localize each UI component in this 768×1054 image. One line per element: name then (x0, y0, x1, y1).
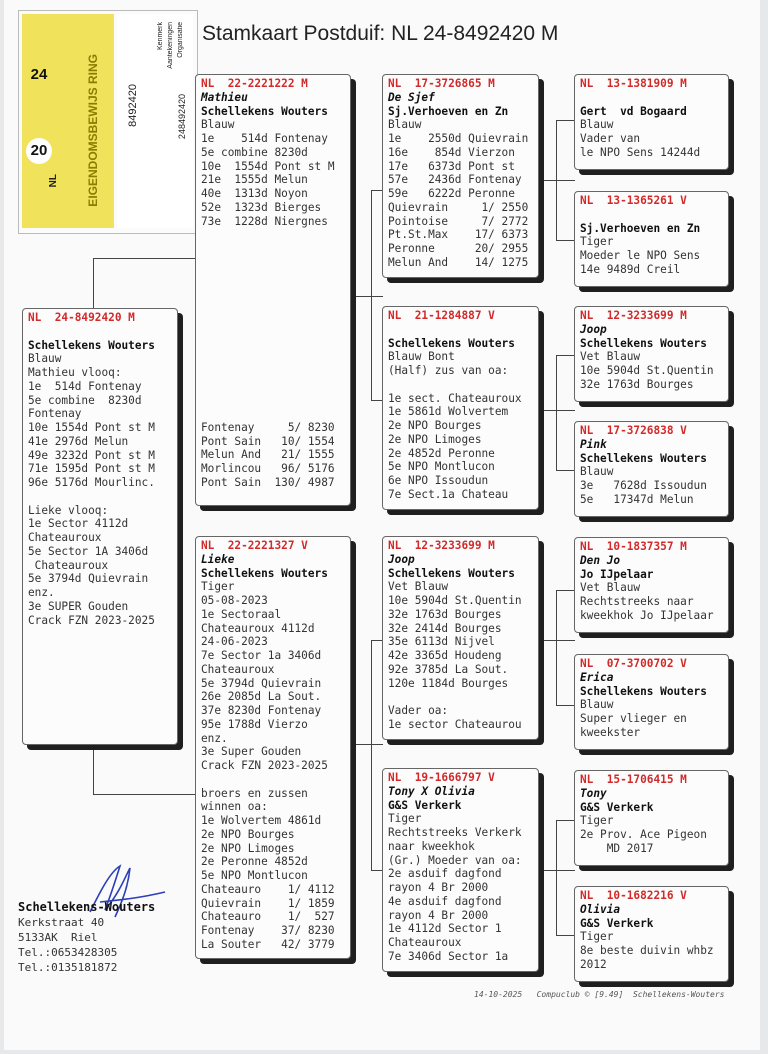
ring-number: NL 13-1381909 M (580, 77, 687, 90)
breeder-name: Sj.Verhoeven en Zn (388, 104, 509, 118)
breeder-name: Schellekens Wouters (580, 336, 707, 350)
card-father-mother (382, 306, 539, 510)
card-line: 14e 9489d Creil (580, 262, 681, 276)
breeder-name: Schellekens Wouters (580, 451, 707, 465)
breeder-name: Schellekens Wouters (201, 104, 328, 118)
card-line: Mathieu vlooq: (28, 366, 122, 379)
card-line: Morlincou 96/ 5176 (201, 462, 335, 475)
card-line (201, 393, 345, 407)
breeder-name: G&S Verkerk (388, 798, 462, 812)
breeder-name: Schellekens Wouters (28, 338, 155, 352)
owner-phone-1: Tel.:0653428305 (18, 946, 118, 959)
ring-number: NL 07-3700702 V (580, 657, 687, 670)
card-mother-mother (382, 768, 539, 972)
card-line: La Souter 42/ 3779 (201, 937, 335, 951)
owner-city: 5133AK Riel (18, 931, 98, 944)
card-line: Vet Blauw (580, 350, 641, 364)
card-line: Chateauroux (201, 662, 275, 676)
pigeon-name: Pink (580, 437, 607, 451)
pigeon-name: Tony (580, 786, 607, 800)
pigeon-name: Erica (580, 670, 614, 684)
certificate-white-panel (117, 14, 193, 228)
card-line: 52e 1323d Bierges (201, 200, 322, 214)
pigeon-name: Lieke (201, 552, 235, 566)
ring-number: NL 22-2221222 M (201, 77, 308, 90)
card-line: Blauw (388, 118, 422, 132)
card-line: 35e 6113d Nijvel (388, 635, 495, 649)
card-line: enz. (28, 586, 55, 599)
connector-line (556, 240, 575, 241)
card-line (201, 366, 345, 380)
footer-print-info: 14-10-2025 Compuclub © [9.49] Schellekens-Wouters (474, 990, 725, 999)
connector-line (93, 794, 196, 795)
card-line: kweekster (580, 725, 641, 739)
card-line: 21e 1555d Melun (201, 173, 308, 187)
ring-number: NL 24-8492420 M (28, 311, 135, 324)
owner-street: Kerkstraat 40 (18, 916, 105, 929)
card-line: 5e combine 8230d (28, 393, 142, 407)
card-line: 1e 514d Fontenay (28, 379, 142, 393)
card-line: Blauw (580, 698, 614, 712)
card-line: Blauw (580, 465, 614, 479)
connector-line (93, 745, 94, 795)
card-line (580, 208, 723, 222)
card-line: 1e 5861d Wolvertem (388, 405, 509, 419)
card-line: 2e 4852d Peronne (388, 446, 495, 460)
card-line: 3e SUPER Gouden (28, 599, 129, 613)
ring-number: NL 17-3726838 V (580, 424, 687, 437)
card-line: 5e 3794d Quievrain (201, 676, 322, 690)
card-line: Tiger (388, 812, 422, 826)
card-line: 32e 1763d Bourges (388, 607, 502, 621)
connector-line (556, 355, 557, 470)
side-label-3: Organisatie (177, 22, 184, 58)
card-line: Quievrain 1/ 1859 (201, 896, 335, 910)
card-line: 37e 8230d Fontenay (201, 704, 322, 717)
card-line: 1e 4112d Sector 1 (388, 922, 502, 936)
ring-number: NL 12-3233699 M (388, 539, 495, 552)
card-line: 5e 17347d Melun (580, 492, 694, 506)
breeder-name: Gert vd Bogaard (580, 104, 687, 118)
card-line (201, 407, 345, 421)
card-line: 5e combine 8230d (201, 145, 308, 159)
connector-line (93, 258, 94, 310)
card-line: 16e 854d Vierzon (388, 145, 515, 159)
breeder-name: Jo IJpelaar (580, 567, 654, 581)
pigeon-name: Joop (388, 552, 415, 566)
side-label-1: Kenmerk (157, 22, 164, 51)
connector-line (556, 355, 575, 356)
card-line (201, 325, 345, 339)
card-line: le NPO Sens 14244d (580, 145, 701, 159)
card-line: winnen oa: (201, 800, 268, 814)
card-line: 3e Super Gouden (201, 745, 302, 759)
card-line: kweekhok Jo IJpelaar (580, 608, 714, 622)
card-line: (Gr.) Moeder van oa: (388, 853, 522, 867)
breeder-name: Schellekens Wouters (201, 566, 328, 580)
connector-line (556, 590, 575, 591)
ring-number: NL 17-3726865 M (388, 77, 495, 90)
country-code: NL (48, 174, 59, 188)
connector-line (93, 258, 196, 259)
connector-line (350, 296, 383, 297)
card-line: Blauw Bont (388, 350, 455, 364)
card-mother-father (382, 536, 539, 740)
card-line: 4e asduif dagfond (388, 894, 502, 908)
card-line: Fontenay 37/ 8230 (201, 924, 335, 937)
card-line: 17e 6373d Pont st (388, 159, 515, 173)
card-line: 7e Sect.1a Chateau (388, 487, 509, 501)
card-mm-father (574, 770, 729, 866)
card-mf-mother (574, 654, 729, 750)
card-line: Tiger (580, 235, 614, 249)
card-line: Vet Blauw (388, 580, 449, 594)
card-line: Fontenay (28, 407, 82, 421)
card-line: 5e 3794d Quievrain (28, 572, 149, 586)
card-line: 05-08-2023 (201, 594, 268, 607)
card-line: enz. (201, 731, 228, 745)
card-line: 1e 514d Fontenay (201, 132, 328, 145)
card-line: Chateauroux (28, 531, 102, 544)
card-line: 40e 1313d Noyon (201, 187, 308, 200)
card-line: MD 2017 (580, 841, 654, 855)
card-mf-father (574, 537, 729, 633)
card-line: Peronne 20/ 2955 (388, 242, 529, 255)
card-line: 1e 2550d Quievrain (388, 132, 529, 145)
card-line: 7e 3406d Sector 1a (388, 949, 509, 963)
card-line: 24-06-2023 (201, 635, 268, 649)
ring-short: 8492420 (127, 84, 139, 127)
card-line: Blauw (580, 118, 614, 132)
card-line: 2e asduif dagfond (388, 867, 502, 881)
card-line: Rechtstreeks Verkerk (388, 826, 522, 839)
card-line: 59e 6222d Peronne (388, 187, 515, 200)
card-line: Blauw (201, 118, 235, 132)
card-line (580, 91, 723, 105)
connector-line (371, 190, 372, 400)
owner-name: Schellekens-Wouters (18, 900, 156, 914)
card-line: 1e Wolvertem 4861d (201, 814, 322, 827)
card-line: 2e NPO Limoges (201, 841, 295, 855)
card-line: 2e Prov. Ace Pigeon (580, 828, 707, 841)
page-title: Stamkaart Postduif: NL 24-8492420 M (202, 22, 559, 45)
card-line: Vader oa: (388, 704, 449, 717)
card-line: rayon 4 Br 2000 (388, 908, 489, 922)
card-line: 10e 1554d Pont st M (201, 159, 335, 173)
card-line: 5e NPO Montlucon (388, 460, 495, 474)
card-line: Pt.St.Max 17/ 6373 (388, 228, 529, 242)
card-mother (195, 536, 351, 959)
card-line (201, 283, 345, 297)
pigeon-name: Olivia (580, 902, 621, 916)
card-line: 26e 2085d La Sout. (201, 690, 322, 704)
connector-line (371, 640, 372, 870)
card-line (201, 773, 345, 787)
card-line: 5e Sector 1A 3406d (28, 544, 149, 558)
card-line: 57e 2436d Fontenay (388, 173, 522, 187)
connector-line (556, 470, 575, 471)
connector-line (556, 935, 575, 936)
owner-address (18, 900, 155, 975)
card-line (201, 270, 345, 284)
ring-number: NL 21-1284887 V (388, 309, 495, 322)
card-line (28, 325, 172, 339)
breeder-name: Schellekens Wouters (388, 566, 515, 580)
card-line: naar kweekhok (388, 839, 475, 853)
card-line (388, 323, 533, 337)
card-line: 8e beste duivin whbz (580, 944, 714, 957)
ring-number: NL 22-2221327 V (201, 539, 308, 552)
card-line: 71e 1595d Pont st M (28, 462, 155, 476)
card-line: Lieke vlooq: (28, 503, 109, 517)
connector-line (556, 120, 557, 240)
card-line (201, 256, 345, 270)
card-line: Melun And 14/ 1275 (388, 255, 529, 269)
card-line: 120e 1184d Bourges (388, 676, 509, 690)
card-line: Crack FZN 2023-2025 (28, 613, 155, 627)
card-line: Moeder le NPO Sens (580, 249, 701, 262)
card-line: 3e 7628d Issoudun (580, 479, 707, 492)
card-line: 10e 5904d St.Quentin (580, 364, 714, 377)
year-right-badge: 24 (30, 66, 48, 83)
card-line: 73e 1228d Niergnes (201, 214, 328, 228)
card-line: 1e sect. Chateauroux (388, 391, 522, 405)
connector-line (556, 820, 557, 935)
pigeon-name: De Sjef (388, 90, 435, 104)
card-line: (Half) zus van oa: (388, 364, 509, 377)
connector-line (556, 120, 575, 121)
breeder-name: Schellekens Wouters (580, 684, 707, 698)
card-ff-mother (574, 191, 729, 287)
card-line (201, 380, 345, 394)
card-line (201, 311, 345, 325)
card-line: 2e NPO Bourges (388, 419, 482, 432)
card-line: Blauw (28, 352, 62, 366)
card-line: 5e NPO Montlucon (201, 869, 308, 882)
connector-line (556, 590, 557, 705)
card-line: Pont Sain 130/ 4987 (201, 475, 335, 489)
card-line: Tiger (580, 930, 614, 944)
card-line: Pointoise 7/ 2772 (388, 214, 529, 228)
year-left-badge: 20 (26, 138, 52, 164)
card-line: Melun And 21/ 1555 (201, 448, 335, 462)
card-line: 92e 3785d La Sout. (388, 662, 509, 676)
card-line: 1e sector Chateaurou (388, 717, 522, 731)
card-line: Chateauroux (28, 558, 109, 572)
ring-long: 248492420 (177, 94, 187, 140)
card-line: Pont Sain 10/ 1554 (201, 434, 335, 448)
card-line: Tiger (580, 814, 614, 828)
card-line: Vet Blauw (580, 581, 641, 595)
ring-number: NL 10-1682216 V (580, 889, 687, 902)
card-line: 41e 2976d Melun (28, 434, 129, 448)
card-line (201, 297, 345, 311)
pigeon-name: Den Jo (580, 553, 621, 567)
card-mm-mother (574, 886, 729, 982)
card-line: 42e 3365d Houdeng (388, 649, 502, 662)
card-subject (22, 308, 178, 745)
card-line: Crack FZN 2023-2025 (201, 759, 328, 772)
owner-phone-2: Tel.:0135181872 (18, 961, 118, 974)
card-line (201, 242, 345, 256)
certificate-yellow-panel (22, 14, 114, 228)
ring-number: NL 13-1365261 V (580, 194, 687, 207)
breeder-name: G&S Verkerk (580, 800, 654, 814)
card-line: Chateauro 1/ 527 (201, 910, 335, 924)
card-line: 2e NPO Limoges (388, 432, 482, 446)
card-line (28, 490, 172, 504)
card-line: Chateauroux (388, 936, 462, 949)
pigeon-name: Tony X Olivia (388, 784, 475, 798)
card-line: Quievrain 1/ 2550 (388, 200, 529, 214)
card-line: 2e Peronne 4852d (201, 855, 308, 869)
connector-line (556, 705, 575, 706)
card-line: Fontenay 5/ 8230 (201, 420, 335, 434)
card-line: Chateauro 1/ 4112 (201, 882, 335, 896)
pigeon-name: Joop (580, 322, 607, 336)
card-line: 32e 2414d Bourges (388, 621, 502, 635)
card-line (201, 338, 345, 352)
card-line: Vader van (580, 132, 641, 145)
pigeon-name: Mathieu (201, 90, 248, 104)
card-line (388, 690, 533, 704)
side-label-2: Aantekeningen (167, 22, 174, 69)
card-line: 1e Sector 4112d (28, 517, 129, 531)
card-ff-father (574, 74, 729, 170)
card-fm-mother (574, 421, 729, 517)
card-line: 49e 3232d Pont st M (28, 448, 155, 462)
card-line: 96e 5176d Mourlinc. (28, 476, 155, 489)
card-fm-father (574, 306, 729, 402)
card-line: 2012 (580, 957, 607, 971)
card-line: 32e 1763d Bourges (580, 377, 694, 391)
card-line: 10e 1554d Pont st M (28, 421, 155, 434)
card-line: Chateauroux 4112d (201, 621, 315, 635)
card-line: 2e NPO Bourges (201, 827, 295, 841)
breeder-name: Schellekens Wouters (388, 336, 515, 350)
card-line (388, 378, 533, 392)
ring-number: NL 15-1706415 M (580, 773, 687, 786)
card-line: 7e Sector 1a 3406d (201, 649, 322, 662)
card-line: Super vlieger en (580, 712, 687, 725)
connector-line (350, 744, 383, 745)
card-line: broers en zussen (201, 786, 308, 800)
connector-line (556, 820, 575, 821)
card-line (201, 228, 345, 242)
card-line: 10e 5904d St.Quentin (388, 594, 522, 607)
breeder-name: G&S Verkerk (580, 916, 654, 930)
card-line: rayon 4 Br 2000 (388, 881, 489, 894)
ring-certificate-sticker (18, 10, 198, 234)
breeder-name: Sj.Verhoeven en Zn (580, 221, 701, 235)
card-line: 95e 1788d Vierzo (201, 717, 308, 731)
card-line: 6e NPO Issoudun (388, 474, 489, 487)
card-line: Tiger (201, 580, 235, 594)
certificate-yellow-text: EIGENDOMSBEWIJS RING (86, 54, 100, 207)
ring-number: NL 10-1837357 M (580, 540, 687, 553)
ring-number: NL 19-1666797 V (388, 771, 495, 784)
card-line: Rechtstreeks naar (580, 595, 694, 608)
ring-number: NL 12-3233699 M (580, 309, 687, 322)
card-father (195, 74, 351, 506)
card-line (201, 352, 345, 366)
card-line: 1e Sectoraal (201, 607, 282, 621)
card-father-father (382, 74, 539, 278)
